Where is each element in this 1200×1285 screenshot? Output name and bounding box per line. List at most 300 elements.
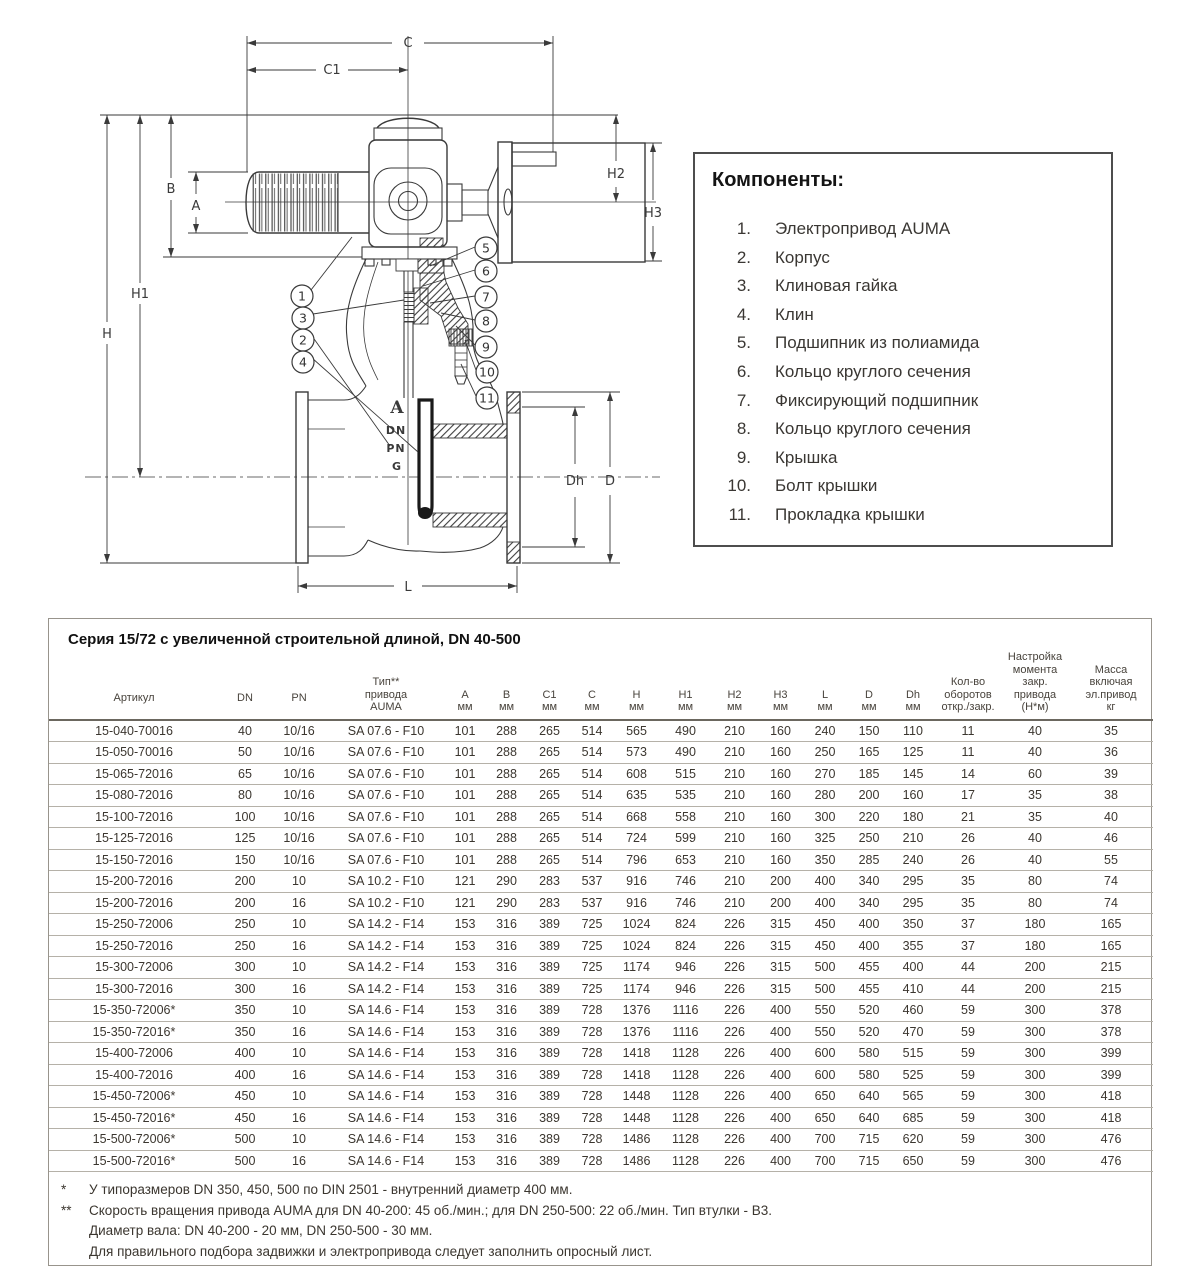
cell: 725 <box>571 935 613 957</box>
cell: 265 <box>528 828 571 850</box>
cell: 44 <box>935 957 1001 979</box>
cell: SA 07.6 - F10 <box>327 742 445 764</box>
cell: 290 <box>485 871 528 893</box>
table-header-row <box>49 651 1153 720</box>
cell: 101 <box>445 806 485 828</box>
cell: 26 <box>935 828 1001 850</box>
callout-3: 3 <box>299 310 307 326</box>
components-list <box>695 215 1111 530</box>
cell: 316 <box>485 1129 528 1151</box>
cell: 608 <box>613 763 660 785</box>
cell-article: 15-040-70016 <box>49 720 219 742</box>
cell: 389 <box>528 1043 571 1065</box>
cell: 640 <box>847 1107 891 1129</box>
cell: 226 <box>711 1107 758 1129</box>
cell: 389 <box>528 1150 571 1172</box>
extension-lines <box>100 36 662 593</box>
cell: 550 <box>803 1021 847 1043</box>
cell: 226 <box>711 1000 758 1022</box>
col-header-dim-a: A мм <box>445 651 485 720</box>
component-item <box>695 244 1111 273</box>
cell: 59 <box>935 1150 1001 1172</box>
cell: 1174 <box>613 957 660 979</box>
cell: 10/16 <box>271 720 327 742</box>
cell: 160 <box>758 742 803 764</box>
cell: 514 <box>571 828 613 850</box>
cell: 288 <box>485 785 528 807</box>
cell: 74 <box>1069 892 1153 914</box>
footnote-row <box>57 1221 1137 1242</box>
cell: 295 <box>891 871 935 893</box>
col-header-mass: Масса включая эл.привод кг <box>1069 651 1153 720</box>
cell: 160 <box>891 785 935 807</box>
cell: 946 <box>660 957 711 979</box>
cell: 1116 <box>660 1021 711 1043</box>
table-row <box>49 935 1153 957</box>
cell: 10/16 <box>271 742 327 764</box>
cell: 400 <box>758 1107 803 1129</box>
cell: 250 <box>219 935 271 957</box>
cell: 635 <box>613 785 660 807</box>
col-header-dim-h: H мм <box>613 651 660 720</box>
cell: 300 <box>1001 1129 1069 1151</box>
cell-article: 15-450-72006* <box>49 1086 219 1108</box>
cell: 240 <box>891 849 935 871</box>
component-label: Корпус <box>775 247 830 267</box>
cell: 101 <box>445 720 485 742</box>
cell-article: 15-350-72006* <box>49 1000 219 1022</box>
cell: 10 <box>271 1000 327 1022</box>
component-item <box>695 444 1111 473</box>
cell: 10 <box>271 871 327 893</box>
cell: 226 <box>711 957 758 979</box>
cell: 1128 <box>660 1107 711 1129</box>
cell: 558 <box>660 806 711 828</box>
cell: 1128 <box>660 1129 711 1151</box>
cell: 300 <box>1001 1107 1069 1129</box>
col-header-dim-h2: H2 мм <box>711 651 758 720</box>
cell: 1448 <box>613 1086 660 1108</box>
cell: 150 <box>219 849 271 871</box>
component-item <box>695 329 1111 358</box>
cell: 340 <box>847 871 891 893</box>
cell: 300 <box>1001 1043 1069 1065</box>
col-header-dim-b: B мм <box>485 651 528 720</box>
cell: 1418 <box>613 1043 660 1065</box>
cell: SA 07.6 - F10 <box>327 849 445 871</box>
footnote-row <box>57 1242 1137 1263</box>
cell: 400 <box>803 871 847 893</box>
component-item <box>695 415 1111 444</box>
component-number: 8. <box>736 419 751 439</box>
cell: 824 <box>660 914 711 936</box>
cell: 500 <box>219 1129 271 1151</box>
cell: 160 <box>758 720 803 742</box>
cell: 101 <box>445 742 485 764</box>
spec-table <box>49 651 1153 1172</box>
cell: 500 <box>803 957 847 979</box>
callout-2: 2 <box>299 332 307 348</box>
cell-article: 15-350-72016* <box>49 1021 219 1043</box>
cell: 40 <box>1001 828 1069 850</box>
cell: 150 <box>847 720 891 742</box>
cell: 500 <box>803 978 847 1000</box>
cell: 916 <box>613 871 660 893</box>
dim-label-c: C <box>403 36 413 51</box>
table-row <box>49 1129 1153 1151</box>
cell: 1128 <box>660 1086 711 1108</box>
cell: 300 <box>1001 1000 1069 1022</box>
footnotes <box>49 1172 1151 1262</box>
footnote-text: Для правильного подбора задвижки и электропривода следует заполнить опросный лист. <box>89 1243 653 1259</box>
footnote-marker: ** <box>61 1202 72 1218</box>
component-item <box>695 472 1111 501</box>
col-header-torque: Настройка момента закр. привода (Н*м) <box>1001 651 1069 720</box>
col-header-turns: Кол-во оборотов откр./закр. <box>935 651 1001 720</box>
cell: 160 <box>758 828 803 850</box>
cell: 400 <box>758 1086 803 1108</box>
cell: SA 14.6 - F14 <box>327 1150 445 1172</box>
dim-label-b: B <box>166 182 176 197</box>
cell: 10 <box>271 1086 327 1108</box>
cell-article: 15-065-72016 <box>49 763 219 785</box>
dim-label-h1: H1 <box>130 287 150 302</box>
cell: 226 <box>711 914 758 936</box>
spec-table-section <box>48 618 1152 1266</box>
col-header-dim-c1: C1 мм <box>528 651 571 720</box>
cell: 350 <box>891 914 935 936</box>
cell: 1376 <box>613 1000 660 1022</box>
cell: 455 <box>847 957 891 979</box>
cell: 535 <box>660 785 711 807</box>
cell: 35 <box>935 871 1001 893</box>
cell: 476 <box>1069 1129 1153 1151</box>
callout-10: 10 <box>479 364 495 380</box>
cell: 153 <box>445 1000 485 1022</box>
cell: 121 <box>445 892 485 914</box>
callout-4: 4 <box>299 354 307 370</box>
cell: SA 10.2 - F10 <box>327 892 445 914</box>
table-row <box>49 978 1153 1000</box>
cell: SA 14.2 - F14 <box>327 957 445 979</box>
cell: 525 <box>891 1064 935 1086</box>
component-number: 11. <box>728 504 751 524</box>
cell: 288 <box>485 763 528 785</box>
cell: SA 07.6 - F10 <box>327 828 445 850</box>
cell: 226 <box>711 1021 758 1043</box>
component-number: 5. <box>736 333 751 353</box>
cell: 316 <box>485 957 528 979</box>
cell: 728 <box>571 1043 613 1065</box>
cell: SA 07.6 - F10 <box>327 806 445 828</box>
cell: 100 <box>219 806 271 828</box>
table-row <box>49 763 1153 785</box>
cell: 450 <box>219 1107 271 1129</box>
cell: 599 <box>660 828 711 850</box>
component-number: 7. <box>736 390 751 410</box>
footnote-marker <box>57 1242 89 1263</box>
callout-6: 6 <box>482 263 490 279</box>
cell: 315 <box>758 935 803 957</box>
cell: 226 <box>711 1150 758 1172</box>
cell: 316 <box>485 1043 528 1065</box>
cell: 160 <box>758 849 803 871</box>
cell: 165 <box>847 742 891 764</box>
cell: 640 <box>847 1086 891 1108</box>
cell: 290 <box>485 892 528 914</box>
cell: 1024 <box>613 914 660 936</box>
dim-label-a: A <box>191 199 201 214</box>
cell: 500 <box>219 1150 271 1172</box>
table-row <box>49 1000 1153 1022</box>
dim-label-d: D <box>604 474 616 489</box>
cell: 389 <box>528 935 571 957</box>
cell: 515 <box>660 763 711 785</box>
cell: 1486 <box>613 1129 660 1151</box>
cell: 288 <box>485 742 528 764</box>
cell-article: 15-450-72016* <box>49 1107 219 1129</box>
cell: 200 <box>847 785 891 807</box>
cell: 580 <box>847 1043 891 1065</box>
cell: 215 <box>1069 978 1153 1000</box>
cell: 288 <box>485 849 528 871</box>
cell: 355 <box>891 935 935 957</box>
cell: 389 <box>528 1129 571 1151</box>
cell: SA 07.6 - F10 <box>327 785 445 807</box>
cell: 350 <box>219 1000 271 1022</box>
cell: 650 <box>803 1107 847 1129</box>
cell: 210 <box>711 720 758 742</box>
cell: 389 <box>528 957 571 979</box>
table-row <box>49 1107 1153 1129</box>
cell: 400 <box>219 1064 271 1086</box>
cell: 728 <box>571 1064 613 1086</box>
component-number: 1. <box>736 219 751 238</box>
cell: 1376 <box>613 1021 660 1043</box>
cell: 200 <box>219 892 271 914</box>
cell: 288 <box>485 828 528 850</box>
cell: 180 <box>1001 935 1069 957</box>
cell: 455 <box>847 978 891 1000</box>
cell: 283 <box>528 892 571 914</box>
cell: 80 <box>1001 892 1069 914</box>
cell: 210 <box>711 892 758 914</box>
cell: 389 <box>528 1086 571 1108</box>
cell: 476 <box>1069 1150 1153 1172</box>
table-row <box>49 849 1153 871</box>
cell: 418 <box>1069 1107 1153 1129</box>
cell: 746 <box>660 871 711 893</box>
cell: 300 <box>1001 1064 1069 1086</box>
cell: 16 <box>271 1021 327 1043</box>
cell: 101 <box>445 785 485 807</box>
cell: 668 <box>613 806 660 828</box>
cell: 580 <box>847 1064 891 1086</box>
cell-article: 15-300-72016 <box>49 978 219 1000</box>
cell: 400 <box>219 1043 271 1065</box>
cell: 288 <box>485 806 528 828</box>
cell: 300 <box>1001 1021 1069 1043</box>
cell: 389 <box>528 1107 571 1129</box>
cell: 80 <box>1001 871 1069 893</box>
cell: SA 14.6 - F14 <box>327 1064 445 1086</box>
cell: 215 <box>1069 957 1153 979</box>
cell: SA 10.2 - F10 <box>327 871 445 893</box>
cell-article: 15-100-72016 <box>49 806 219 828</box>
cell: 728 <box>571 1021 613 1043</box>
cell: 1024 <box>613 935 660 957</box>
cell: 160 <box>758 785 803 807</box>
col-header-dim-h1: H1 мм <box>660 651 711 720</box>
cell: 450 <box>219 1086 271 1108</box>
cell: SA 07.6 - F10 <box>327 720 445 742</box>
cell: 565 <box>891 1086 935 1108</box>
cell: 450 <box>803 914 847 936</box>
cell: 210 <box>711 806 758 828</box>
cell: 1128 <box>660 1150 711 1172</box>
cell: 650 <box>803 1086 847 1108</box>
callout-11: 11 <box>479 390 495 406</box>
cell: 250 <box>803 742 847 764</box>
cell: 16 <box>271 1064 327 1086</box>
cell: 153 <box>445 957 485 979</box>
cell: 378 <box>1069 1021 1153 1043</box>
components-title: Компоненты: <box>712 169 845 191</box>
cell: 418 <box>1069 1086 1153 1108</box>
cell: 125 <box>219 828 271 850</box>
cell: 300 <box>1001 1086 1069 1108</box>
component-label: Болт крышки <box>775 476 878 496</box>
cell: 165 <box>1069 914 1153 936</box>
cell: 728 <box>571 1086 613 1108</box>
table-row <box>49 914 1153 936</box>
cell: 316 <box>485 978 528 1000</box>
cell: 573 <box>613 742 660 764</box>
cell: 725 <box>571 914 613 936</box>
cell: 389 <box>528 1021 571 1043</box>
component-item <box>695 272 1111 301</box>
col-header-dim-d: D мм <box>847 651 891 720</box>
cell: 460 <box>891 1000 935 1022</box>
body-logo-a: A <box>390 398 404 418</box>
cell: 59 <box>935 1043 1001 1065</box>
cell: 295 <box>891 892 935 914</box>
cell: 240 <box>803 720 847 742</box>
cell: 514 <box>571 806 613 828</box>
cell: 728 <box>571 1000 613 1022</box>
cell: 1486 <box>613 1150 660 1172</box>
cell: 153 <box>445 978 485 1000</box>
cell: 285 <box>847 849 891 871</box>
component-item <box>695 301 1111 330</box>
cell: 715 <box>847 1129 891 1151</box>
cell: 40 <box>1001 720 1069 742</box>
cell: 16 <box>271 892 327 914</box>
cell: 796 <box>613 849 660 871</box>
cell: 101 <box>445 763 485 785</box>
cell: SA 14.6 - F14 <box>327 1129 445 1151</box>
cell: 74 <box>1069 871 1153 893</box>
cell: 300 <box>219 957 271 979</box>
cell: 650 <box>891 1150 935 1172</box>
cell: 315 <box>758 957 803 979</box>
cell: 1418 <box>613 1064 660 1086</box>
cell: 165 <box>1069 935 1153 957</box>
cell: 389 <box>528 1000 571 1022</box>
cell: 210 <box>711 742 758 764</box>
cell: 16 <box>271 1150 327 1172</box>
cell: 399 <box>1069 1043 1153 1065</box>
cell: 35 <box>1001 806 1069 828</box>
component-number: 2. <box>736 247 751 267</box>
cell: 10/16 <box>271 828 327 850</box>
cell: 220 <box>847 806 891 828</box>
cell: 400 <box>803 892 847 914</box>
component-number: 6. <box>736 361 751 381</box>
cell: 399 <box>1069 1064 1153 1086</box>
dim-label-h2: H2 <box>606 167 626 182</box>
cell: 389 <box>528 914 571 936</box>
callout-8: 8 <box>482 313 490 329</box>
cell: 46 <box>1069 828 1153 850</box>
component-number: 10. <box>727 476 751 496</box>
cell: SA 07.6 - F10 <box>327 763 445 785</box>
cell: 537 <box>571 871 613 893</box>
cell: 250 <box>847 828 891 850</box>
cell: 400 <box>891 957 935 979</box>
footnote-row <box>57 1201 1137 1222</box>
cell: 210 <box>711 849 758 871</box>
cell: 700 <box>803 1129 847 1151</box>
cell: SA 14.6 - F14 <box>327 1086 445 1108</box>
col-header-dn: DN <box>219 651 271 720</box>
cell: 37 <box>935 914 1001 936</box>
cell: 1128 <box>660 1064 711 1086</box>
cell: 226 <box>711 1043 758 1065</box>
cell: 400 <box>758 1150 803 1172</box>
cell: 725 <box>571 957 613 979</box>
component-number: 3. <box>736 276 751 296</box>
cell: 600 <box>803 1043 847 1065</box>
cell: 490 <box>660 720 711 742</box>
callout-7: 7 <box>482 289 490 305</box>
cell: 300 <box>803 806 847 828</box>
cell: 350 <box>219 1021 271 1043</box>
cell: 724 <box>613 828 660 850</box>
dim-label-dh: Dh <box>565 474 585 489</box>
cell: 316 <box>485 1021 528 1043</box>
cell: 160 <box>758 763 803 785</box>
cell: 653 <box>660 849 711 871</box>
cell: 520 <box>847 1000 891 1022</box>
cell: 226 <box>711 1064 758 1086</box>
cell-article: 15-400-72006 <box>49 1043 219 1065</box>
cell: 226 <box>711 978 758 1000</box>
dim-label-h3: H3 <box>643 206 663 221</box>
cell: 400 <box>758 1064 803 1086</box>
cell: 16 <box>271 935 327 957</box>
cell: 80 <box>219 785 271 807</box>
cell: 153 <box>445 1150 485 1172</box>
component-number: 9. <box>736 447 751 467</box>
cell: 316 <box>485 1064 528 1086</box>
cell: 145 <box>891 763 935 785</box>
cell: 389 <box>528 1064 571 1086</box>
cell: 316 <box>485 1000 528 1022</box>
table-row <box>49 785 1153 807</box>
cell: 153 <box>445 1021 485 1043</box>
cell: 185 <box>847 763 891 785</box>
